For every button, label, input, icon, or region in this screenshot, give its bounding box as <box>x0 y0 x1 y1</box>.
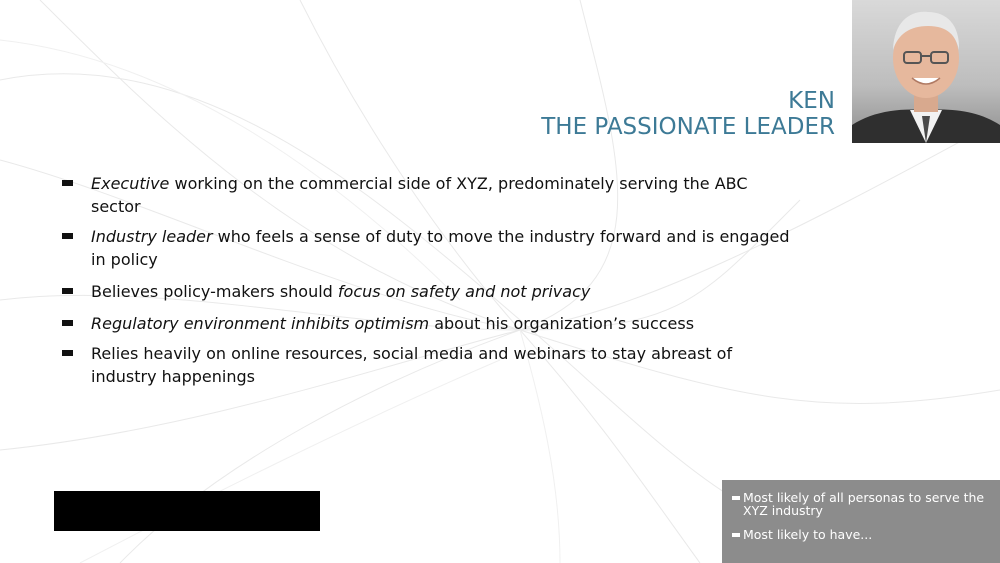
portrait-illustration <box>852 0 1000 143</box>
bullet-text: about his organization’s success <box>429 314 695 333</box>
bullet-item <box>62 342 802 388</box>
persona-bullet-list <box>62 172 802 395</box>
bullet-text: Relies heavily on online resources, social media and webinars to stay abreast of industry happenings <box>91 344 733 386</box>
bullet-item <box>62 172 802 218</box>
summary-item-text: Most likely of all personas to serve the XYZ industry <box>743 490 985 518</box>
bullet-marker <box>62 288 73 294</box>
persona-name: KEN <box>788 88 835 114</box>
summary-item <box>732 491 1000 517</box>
redaction-box <box>54 491 320 531</box>
persona-summary-box <box>722 480 1000 563</box>
bullet-marker <box>62 233 73 239</box>
persona-role: THE PASSIONATE LEADER <box>541 114 835 140</box>
bullet-marker <box>62 180 73 186</box>
bullet-marker <box>62 350 73 356</box>
bullet-item <box>62 280 802 303</box>
bullet-italic-text: Executive <box>91 174 170 193</box>
summary-bullet-marker <box>732 496 740 500</box>
bullet-italic-text: Industry leader <box>91 227 213 246</box>
bullet-marker <box>62 320 73 326</box>
bullet-text: who feels a sense of duty to move the industry forward and is engaged in policy <box>91 227 790 269</box>
summary-bullet-marker <box>732 533 740 537</box>
portrait-photo <box>852 0 1000 143</box>
bullet-italic-text: Regulatory environment inhibits optimism <box>91 314 430 333</box>
summary-item-text: Most likely to have... <box>743 527 873 542</box>
bullet-item <box>62 312 802 335</box>
persona-title <box>541 88 835 140</box>
bullet-text: Believes policy-makers should <box>91 282 338 301</box>
bullet-text: working on the commercial side of XYZ, predominately serving the ABC sector <box>91 174 748 216</box>
bullet-item <box>62 225 802 271</box>
bullet-italic-text: focus on safety and not privacy <box>337 282 591 301</box>
summary-item <box>732 528 1000 541</box>
